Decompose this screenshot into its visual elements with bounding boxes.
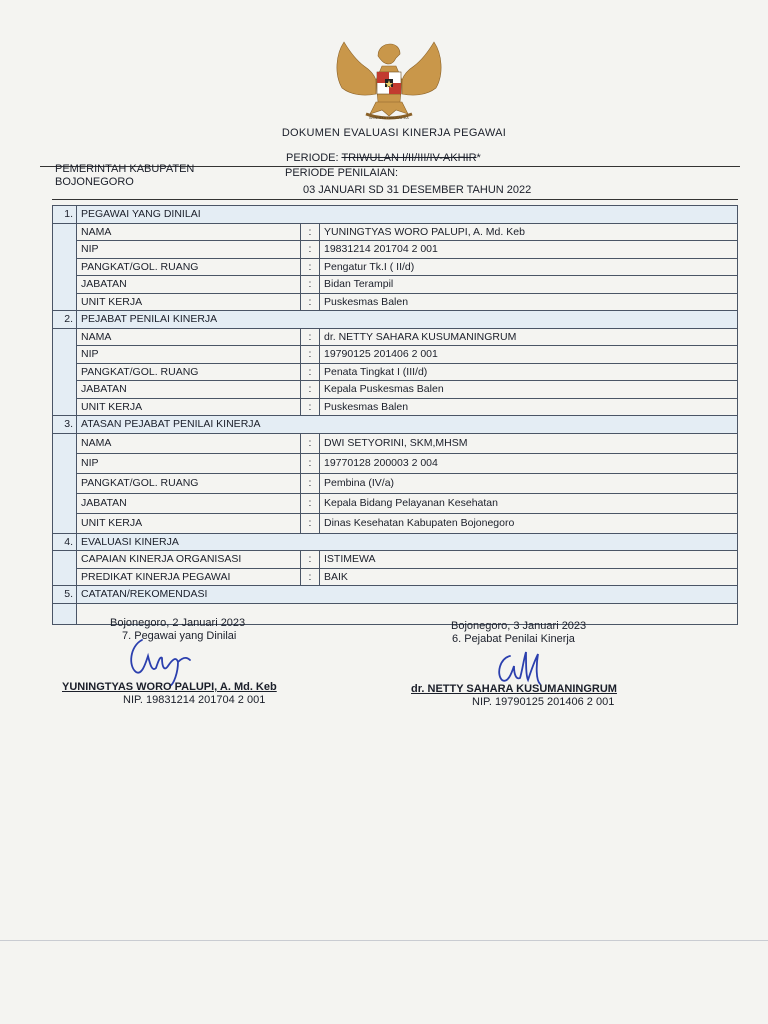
left-signature-icon [120, 632, 210, 688]
left-role: 7. Pegawai yang Dinilai [122, 630, 237, 642]
table-row: UNIT KERJA : Puskesmas Balen [53, 293, 738, 311]
section-number: 4. [53, 533, 77, 551]
left-signer-nip: NIP. 19831214 201704 2 001 [123, 694, 266, 706]
row-value: ISTIMEWA [320, 551, 738, 569]
table-row: JABATAN : Bidan Terampil [53, 276, 738, 294]
table-row: CAPAIAN KINERJA ORGANISASI : ISTIMEWA [53, 551, 738, 569]
table-row: UNIT KERJA : Dinas Kesehatan Kabupaten Bojonegoro [53, 513, 738, 533]
row-value: YUNINGTYAS WORO PALUPI, A. Md. Keb [320, 223, 738, 241]
row-label: NAMA [77, 328, 301, 346]
page-edge-line [0, 940, 768, 941]
periode-prefix: PERIODE: [286, 152, 339, 164]
period-value: 03 JANUARI SD 31 DESEMBER TAHUN 2022 [303, 184, 532, 196]
section-number: 5. [53, 586, 77, 604]
row-value: Penata Tingkat I (III/d) [320, 363, 738, 381]
table-row: NIP : 19831214 201704 2 001 [53, 241, 738, 259]
table-row: PANGKAT/GOL. RUANG : Pengatur Tk.I ( II/d) [53, 258, 738, 276]
row-value: Puskesmas Balen [320, 293, 738, 311]
row-label: UNIT KERJA [77, 513, 301, 533]
row-value: Pembina (IV/a) [320, 473, 738, 493]
section-title: PEJABAT PENILAI KINERJA [77, 311, 738, 329]
evaluation-table [52, 205, 738, 625]
row-label: PANGKAT/GOL. RUANG [77, 258, 301, 276]
row-label: CAPAIAN KINERJA ORGANISASI [77, 551, 301, 569]
section-header-5 [53, 586, 738, 604]
right-role: 6. Pejabat Penilai Kinerja [452, 633, 575, 645]
table-row: PREDIKAT KINERJA PEGAWAI : BAIK [53, 568, 738, 586]
row-value: Pengatur Tk.I ( II/d) [320, 258, 738, 276]
period-label: PERIODE PENILAIAN: [285, 167, 399, 179]
emblem-motto: BHINNEKA TUNGGAL IKA [369, 116, 409, 120]
table-row: PANGKAT/GOL. RUANG : Pembina (IV/a) [53, 473, 738, 493]
periode-line [286, 152, 481, 164]
right-place-date: Bojonegoro, 3 Januari 2023 [451, 620, 587, 632]
row-value: 19770128 200003 2 004 [320, 453, 738, 473]
row-value: Puskesmas Balen [320, 398, 738, 416]
agency-line-2: BOJONEGORO [55, 176, 134, 188]
right-signer-name: dr. NETTY SAHARA KUSUMANINGRUM [411, 683, 617, 695]
row-label: PANGKAT/GOL. RUANG [77, 363, 301, 381]
row-value: Bidan Terampil [320, 276, 738, 294]
garuda-emblem-icon [330, 36, 448, 122]
section-header-3 [53, 416, 738, 434]
agency-line-1: PEMERINTAH KABUPATEN [55, 163, 195, 175]
row-label: JABATAN [77, 493, 301, 513]
section-number: 1. [53, 206, 77, 224]
row-value: DWI SETYORINI, SKM,MHSM [320, 433, 738, 453]
section-number: 3. [53, 416, 77, 434]
section-header-2 [53, 311, 738, 329]
row-label: NAMA [77, 433, 301, 453]
row-value: 19790125 201406 2 001 [320, 346, 738, 364]
periode-struck-options: TRIWULAN I/II/III/IV-AKHIR [341, 152, 477, 164]
left-place-date: Bojonegoro, 2 Januari 2023 [110, 617, 246, 629]
row-label: NAMA [77, 223, 301, 241]
row-value: 19831214 201704 2 001 [320, 241, 738, 259]
table-row: JABATAN : Kepala Puskesmas Balen [53, 381, 738, 399]
row-label: UNIT KERJA [77, 398, 301, 416]
section-number: 2. [53, 311, 77, 329]
row-label: NIP [77, 346, 301, 364]
row-value: BAIK [320, 568, 738, 586]
table-row: PANGKAT/GOL. RUANG : Penata Tingkat I (III/d) [53, 363, 738, 381]
table-row: NAMA : YUNINGTYAS WORO PALUPI, A. Md. Keb [53, 223, 738, 241]
table-row: JABATAN : Kepala Bidang Pelayanan Kesehatan [53, 493, 738, 513]
section-header-4 [53, 533, 738, 551]
table-row: NIP : 19790125 201406 2 001 [53, 346, 738, 364]
section-title: PEGAWAI YANG DINILAI [77, 206, 738, 224]
row-value: Kepala Bidang Pelayanan Kesehatan [320, 493, 738, 513]
row-value: Dinas Kesehatan Kabupaten Bojonegoro [320, 513, 738, 533]
table-row: UNIT KERJA : Puskesmas Balen [53, 398, 738, 416]
row-label: PREDIKAT KINERJA PEGAWAI [77, 568, 301, 586]
section-title: CATATAN/REKOMENDASI [77, 586, 738, 604]
table-row: NAMA : dr. NETTY SAHARA KUSUMANINGRUM [53, 328, 738, 346]
row-label: NIP [77, 453, 301, 473]
row-value: Kepala Puskesmas Balen [320, 381, 738, 399]
row-label: UNIT KERJA [77, 293, 301, 311]
row-label: JABATAN [77, 381, 301, 399]
section-title: EVALUASI KINERJA [77, 533, 738, 551]
table-row: NIP : 19770128 200003 2 004 [53, 453, 738, 473]
periode-suffix: * [476, 152, 481, 164]
right-signer-nip: NIP. 19790125 201406 2 001 [472, 696, 615, 708]
row-label: PANGKAT/GOL. RUANG [77, 473, 301, 493]
row-label: NIP [77, 241, 301, 259]
section-title: ATASAN PEJABAT PENILAI KINERJA [77, 416, 738, 434]
left-signer-name: YUNINGTYAS WORO PALUPI, A. Md. Keb [62, 681, 277, 693]
row-value: dr. NETTY SAHARA KUSUMANINGRUM [320, 328, 738, 346]
document-title: DOKUMEN EVALUASI KINERJA PEGAWAI [281, 127, 507, 139]
table-row: NAMA : DWI SETYORINI, SKM,MHSM [53, 433, 738, 453]
row-label: JABATAN [77, 276, 301, 294]
header-bottom-rule [52, 199, 738, 200]
section-header-1 [53, 206, 738, 224]
